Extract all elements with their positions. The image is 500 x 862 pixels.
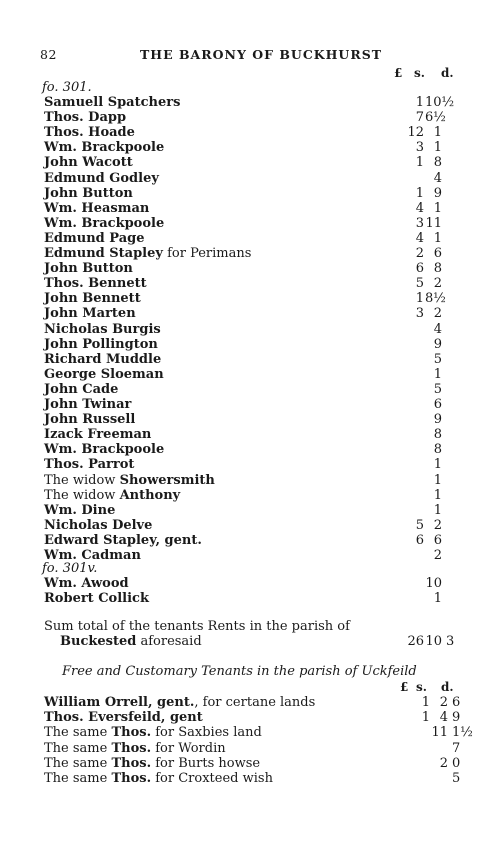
amount-pounds: 12 (407, 125, 424, 141)
shillings-heading: s. (414, 66, 425, 80)
name-text: Edmund Godley (44, 170, 159, 186)
sum-place-name: Buckested aforesaid (60, 634, 202, 649)
tenant-row (44, 548, 464, 563)
amount (394, 155, 464, 170)
name-text: John Bennett (44, 291, 141, 307)
tenant-name (44, 725, 262, 740)
sum-shillings: 10 (425, 634, 442, 649)
amount-shillings: 11 (425, 215, 442, 231)
name-suffix: for Wordin (151, 740, 226, 756)
name-text: Izack Freeman (44, 427, 152, 443)
tenant-name (44, 503, 115, 518)
amount (400, 756, 470, 771)
name-text: John Cade (44, 381, 119, 397)
amount (394, 576, 464, 591)
tenant-row (44, 473, 464, 488)
amount (394, 201, 464, 216)
amount-shillings: 8 (433, 442, 442, 458)
amount (394, 337, 464, 352)
name-text: John Pollington (44, 336, 158, 352)
name-text: Anthony (119, 487, 181, 503)
tenant-row (44, 140, 464, 155)
amount-shillings: 4 (433, 321, 442, 337)
tenant-name (44, 518, 152, 533)
tenant-row (44, 231, 464, 246)
amount (394, 457, 464, 472)
amount (394, 186, 464, 201)
amount-shillings: 11 (431, 725, 448, 741)
amount-shillings: 1 (433, 366, 442, 382)
pounds-heading: £ (394, 66, 403, 80)
tenant-row (44, 756, 464, 771)
tenant-row (44, 576, 464, 591)
tenant-name (44, 576, 129, 591)
amount (400, 725, 473, 741)
name-text: John Twinar (44, 397, 132, 412)
folio-label-1: fo. 301. (42, 80, 92, 95)
tenant-row (44, 216, 464, 231)
tenant-name (44, 246, 251, 261)
amount-shillings: 10 (425, 576, 442, 591)
amount (400, 771, 470, 786)
name-text: Thos. Hoade (44, 125, 135, 141)
name-text: Edmund Page (44, 230, 145, 246)
tenant-row (44, 457, 464, 472)
name-prefix: The same (44, 771, 112, 786)
page-number: 82 (40, 47, 57, 62)
tenant-name (44, 352, 161, 367)
name-text: Thos. Dapp (44, 110, 127, 126)
tenant-row (44, 306, 464, 321)
tenant-name (44, 741, 226, 756)
amount-shillings: 1 (433, 230, 442, 246)
sum-total-row (60, 634, 464, 649)
name-text: Wm. Brackpoole (44, 140, 165, 156)
tenant-row (44, 382, 464, 397)
tenant-name (44, 533, 202, 548)
amount (400, 695, 470, 710)
name-text: Thos. (111, 771, 152, 786)
tenant-name (44, 125, 135, 140)
amount (394, 216, 464, 231)
name-text: Robert Collick (44, 591, 149, 607)
name-text: Thos. Eversfeild, gent (44, 710, 203, 726)
tenant-name (44, 457, 134, 472)
name-text: William Orrell, gent. (44, 695, 195, 710)
name-text: Wm. Dine (44, 502, 116, 518)
tenant-row (44, 352, 464, 367)
amount-shillings: 2 (439, 695, 448, 710)
pence-heading: d. (441, 66, 454, 80)
shillings-heading-2: s. (416, 680, 427, 694)
tenant-row (44, 261, 464, 276)
name-text: George Sloeman (44, 366, 164, 382)
amount-shillings: 1 (433, 140, 442, 156)
tenant-row (44, 442, 464, 457)
name-text: Edward Stapley, gent. (44, 532, 202, 548)
name-text: Wm. Awood (44, 576, 129, 591)
name-suffix: for Burts howse (151, 755, 261, 771)
amount-pence: 7 (452, 740, 461, 756)
tenant-name (44, 155, 133, 170)
name-text: Samuell Spatchers (44, 95, 181, 110)
name-suffix: for Croxteed wish (151, 771, 273, 786)
tenant-row (44, 246, 464, 261)
tenant-row (44, 186, 464, 201)
name-text: John Marten (44, 306, 136, 322)
amount-shillings: 1 (433, 457, 442, 473)
amount-pence: 6 (452, 695, 461, 710)
pounds-heading-2: £ (400, 680, 409, 694)
tenant-name (44, 216, 164, 231)
tenant-name (44, 771, 273, 786)
amount-shillings: 8 (433, 261, 442, 277)
amount-shillings: 1 (433, 200, 442, 216)
amount (394, 95, 464, 110)
amount-shillings: 1 (433, 487, 442, 503)
amount-shillings: 2 (439, 755, 448, 771)
amount-shillings: 2 (433, 517, 442, 533)
tenant-row (44, 171, 464, 186)
amount-shillings: 1 (433, 125, 442, 141)
running-title: THE BARONY OF BUCKHURST (140, 47, 383, 62)
tenant-name (44, 201, 149, 216)
name-text: Thos. (111, 755, 152, 771)
tenant-row (44, 533, 464, 548)
amount-pounds: 6 (415, 532, 424, 548)
amount (400, 741, 470, 756)
tenant-row (44, 741, 464, 756)
tenant-row (44, 95, 464, 110)
tenant-name (44, 591, 149, 606)
tenant-name (44, 442, 164, 457)
name-text: Wm. Heasman (44, 200, 150, 216)
amount (400, 710, 470, 725)
tenant-row (44, 110, 464, 125)
amount (394, 412, 464, 427)
name-text: Wm. Cadman (44, 548, 141, 563)
name-text: John Button (44, 261, 133, 277)
tenant-name (44, 140, 164, 155)
tenant-name (44, 291, 141, 306)
sum-total-line: Sum total of the tenants Rents in the parish of (44, 619, 350, 634)
tenant-row (44, 725, 473, 741)
amount-pence: 5 (452, 771, 461, 786)
amount-shillings: 8 (433, 155, 442, 171)
amount (394, 110, 464, 125)
amount-shillings: 1 (433, 472, 442, 488)
name-prefix: The same (44, 740, 112, 756)
amount-pounds: 3 (415, 306, 424, 322)
amount (394, 140, 464, 155)
name-suffix: , for certane lands (194, 695, 316, 710)
name-prefix: The widow (44, 487, 120, 503)
tenant-name (44, 427, 151, 442)
amount-pounds: 1 (415, 95, 424, 110)
amount-shillings: 5 (433, 381, 442, 397)
name-text: Thos. Parrot (44, 457, 135, 473)
amount (394, 291, 464, 306)
amount-shillings: 4 (439, 710, 448, 726)
sum-pence: 3 (446, 634, 455, 649)
tenant-row (44, 503, 464, 518)
amount-pence: 1½ (452, 725, 473, 741)
amount-shillings: 1 (433, 502, 442, 518)
amount-pounds: 1 (415, 185, 424, 201)
amount (394, 503, 464, 518)
section-heading-uckfeild: Free and Customary Tenants in the parish of Uckfeild (62, 664, 417, 679)
amount (394, 548, 464, 563)
amount (394, 518, 464, 533)
amount-pounds: 4 (415, 230, 424, 246)
tenant-row (44, 488, 464, 503)
tenant-name (44, 337, 158, 352)
tenant-row (44, 155, 464, 170)
amount-pounds: 1 (421, 695, 430, 710)
amount (394, 533, 464, 548)
name-text: Nicholas Delve (44, 517, 153, 533)
amount-pounds: 5 (415, 517, 424, 533)
amount-shillings: 9 (433, 412, 442, 428)
tenant-name (44, 473, 215, 488)
pence-heading-2: d. (441, 680, 454, 694)
amount-shillings: 9 (433, 336, 442, 352)
tenant-row (44, 322, 464, 337)
tenant-row (44, 337, 464, 352)
amount-pence: 0 (452, 755, 461, 771)
tenant-row (44, 397, 464, 412)
name-text: John Wacott (44, 155, 133, 171)
sum-amount (394, 634, 464, 649)
tenant-name (44, 95, 180, 110)
tenant-name (44, 488, 180, 503)
tenant-name (44, 276, 147, 291)
tenant-row (44, 427, 464, 442)
amount-shillings: 4 (433, 170, 442, 186)
amount-shillings: 2 (433, 276, 442, 292)
amount (394, 442, 464, 457)
tenant-name (44, 695, 315, 710)
name-text: Wm. Brackpoole (44, 442, 165, 458)
amount (394, 125, 464, 140)
tenant-row (44, 518, 464, 533)
name-text: Nicholas Burgis (44, 321, 161, 337)
name-text: Thos. (111, 725, 152, 741)
amount-shillings: 8 (433, 427, 442, 443)
tenant-row (44, 591, 464, 606)
tenant-row (44, 367, 464, 382)
name-text: Wm. Brackpoole (44, 215, 165, 231)
name-text: John Button (44, 185, 133, 201)
amount-shillings: 6 (433, 397, 442, 412)
amount-pounds: 5 (415, 276, 424, 292)
amount-shillings: 6 (433, 532, 442, 548)
tenant-name (44, 322, 161, 337)
tenant-name (44, 710, 203, 725)
amount-shillings: 5 (433, 351, 442, 367)
tenant-row (44, 412, 464, 427)
amount (394, 261, 464, 276)
amount-shillings: 2 (433, 306, 442, 322)
amount (394, 397, 464, 412)
name-suffix: for Perimans (162, 246, 252, 261)
amount (394, 352, 464, 367)
tenant-row (44, 695, 464, 710)
amount-pounds: 2 (415, 246, 424, 261)
amount (394, 367, 464, 382)
amount-pounds: 1 (415, 291, 424, 307)
amount (394, 473, 464, 488)
tenant-name (44, 397, 131, 412)
amount (394, 591, 464, 606)
tenant-name (44, 186, 133, 201)
amount (394, 322, 464, 337)
tenant-name (44, 110, 126, 125)
amount-pounds: 1 (415, 155, 424, 171)
name-prefix: The widow (44, 472, 120, 488)
tenant-name (44, 171, 159, 186)
amount-pounds: 6 (415, 261, 424, 277)
name-text: Richard Muddle (44, 351, 162, 367)
name-prefix: The same (44, 725, 112, 741)
amount (394, 171, 464, 186)
amount-pounds: 1 (421, 710, 430, 726)
name-suffix: for Saxbies land (151, 725, 262, 741)
name-text: Thos. (111, 740, 152, 756)
amount (394, 427, 464, 442)
name-text: Edmund Stapley (44, 246, 163, 261)
amount (394, 231, 464, 246)
amount-shillings: 8½ (425, 291, 446, 307)
tenant-name (44, 382, 118, 397)
sum-pounds: 26 (407, 634, 424, 649)
name-text: Thos. Bennett (44, 276, 147, 292)
amount-shillings: 2 (433, 548, 442, 563)
name-prefix: The same (44, 755, 112, 771)
amount-shillings: 9 (433, 185, 442, 201)
tenant-row (44, 710, 464, 725)
amount-shillings: 6½ (425, 110, 446, 126)
amount (394, 246, 464, 261)
amount (394, 276, 464, 291)
tenant-name (44, 756, 260, 771)
amount (394, 382, 464, 397)
amount-shillings: 10½ (425, 95, 455, 110)
tenant-row (44, 276, 464, 291)
tenant-row (44, 771, 464, 786)
tenant-row (44, 201, 464, 216)
amount (394, 306, 464, 321)
amount-pounds: 3 (415, 140, 424, 156)
tenant-row (44, 125, 464, 140)
folio-label-2: fo. 301v. (42, 561, 98, 576)
name-text: John Russell (44, 412, 136, 428)
amount-pounds: 4 (415, 200, 424, 216)
name-text: Showersmith (119, 472, 215, 488)
tenant-name (44, 367, 164, 382)
tenant-name (44, 306, 136, 321)
amount-pounds: 3 (415, 215, 424, 231)
amount-pence: 9 (452, 710, 461, 726)
tenant-name (44, 412, 135, 427)
tenant-name (44, 261, 133, 276)
amount (394, 488, 464, 503)
page-header (40, 47, 460, 63)
amount-shillings: 6 (433, 246, 442, 261)
tenant-name (44, 231, 144, 246)
amount-pounds: 7 (415, 110, 424, 126)
tenant-row (44, 291, 464, 306)
amount-shillings: 1 (433, 591, 442, 607)
